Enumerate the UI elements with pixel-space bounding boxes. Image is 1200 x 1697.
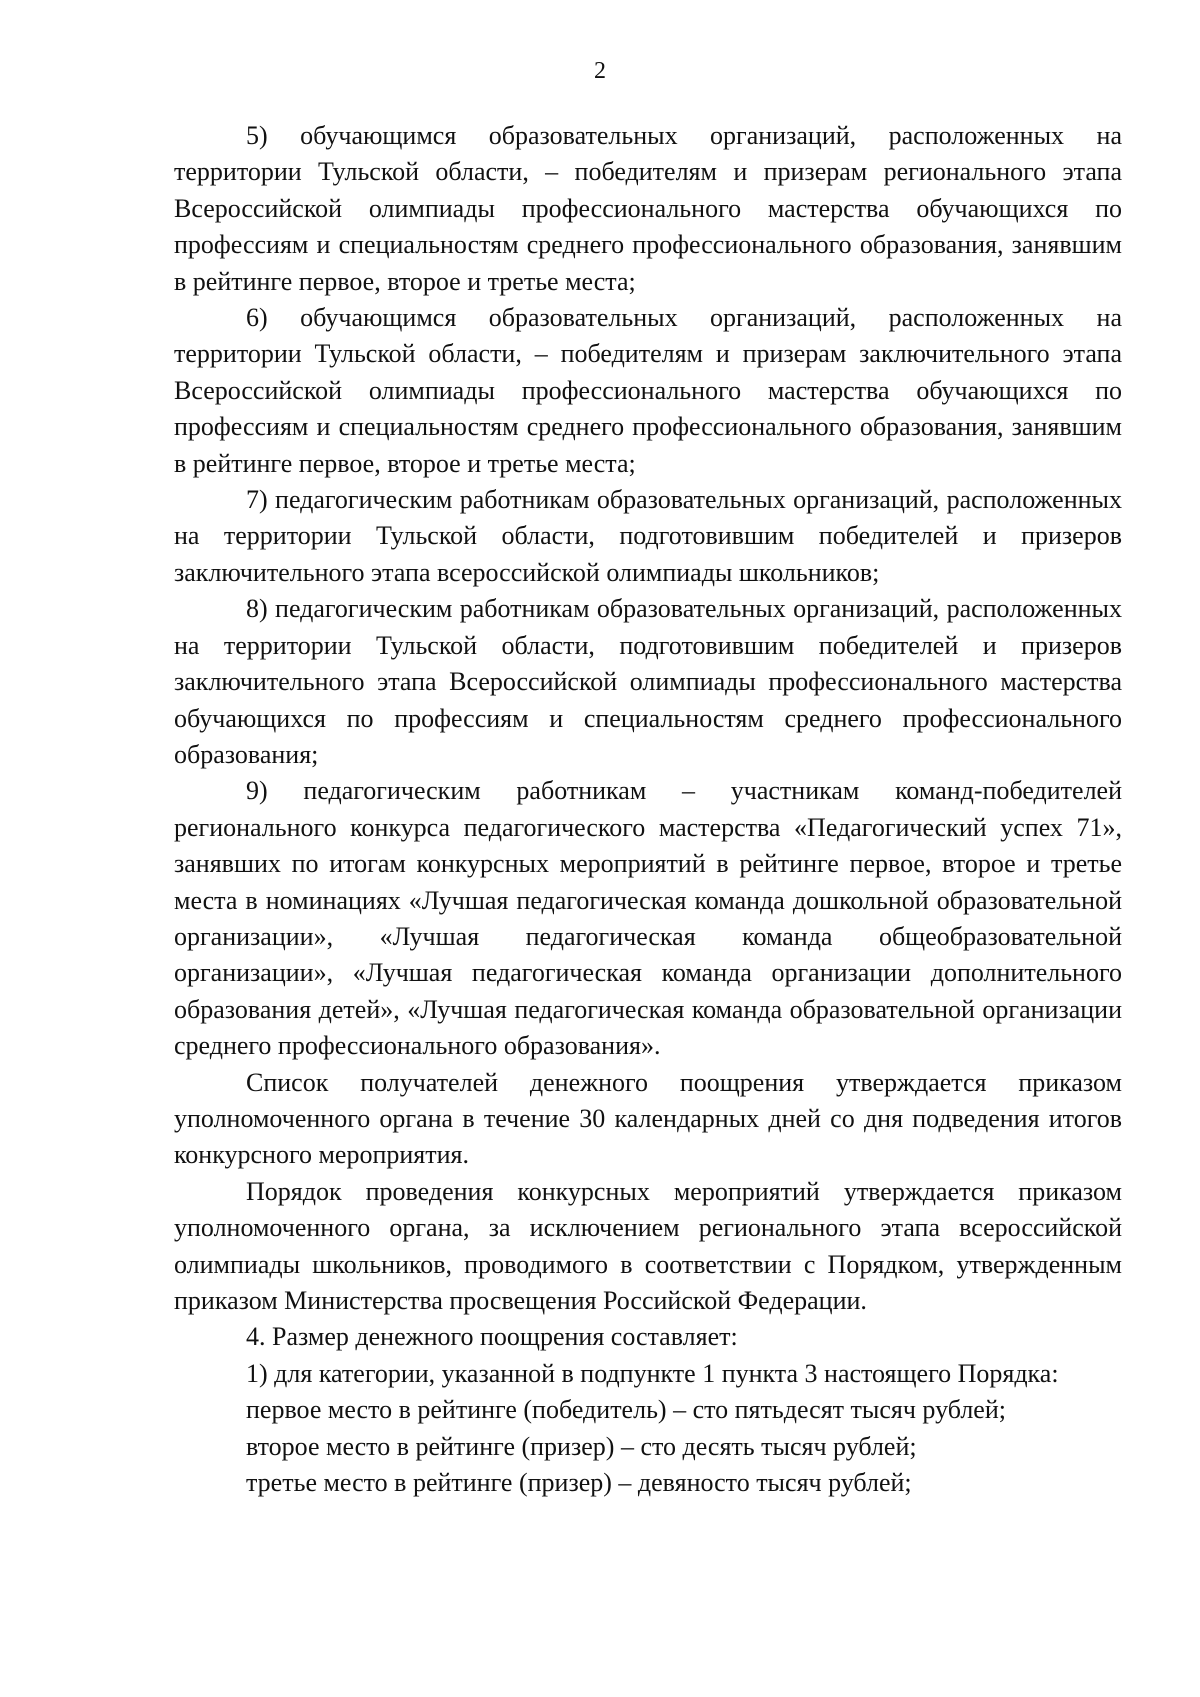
document-body [174, 118, 1122, 1501]
award-first-place: первое место в рейтинге (победитель) – сто пятьдесят тысяч рублей; [246, 1395, 1006, 1425]
paragraph-recipients-list: Список получателей денежного поощрения утверждается приказом уполномоченного органа в течение 30 календарных дней со дня подведения итогов конкурсного мероприятия. [174, 1067, 1122, 1170]
award-second-place: второе место в рейтинге (призер) – сто десять тысяч рублей; [246, 1431, 917, 1461]
paragraph-item-5: 5) обучающимся образовательных организаций, расположенных на территории Тульской области, – победителям и призерам регионального этапа Всероссийской олимпиады профессионального мастерства обучающихся по профессиям и специальностям среднего профессионального образования, занявшим в рейтинге первое, второе и третье места; [174, 121, 1122, 296]
subitem-1-heading: 1) для категории, указанной в подпункте 1 пункта 3 настоящего Порядка: [246, 1358, 1059, 1388]
page-number: 2 [594, 58, 606, 84]
paragraph-item-6: 6) обучающимся образовательных организаций, расположенных на территории Тульской области, – победителям и призерам заключительного этапа Всероссийской олимпиады профессионального мастерства обучающихся по профессиям и специальностям среднего профессионального образования, занявшим в рейтинге первое, второе и третье места; [174, 303, 1122, 478]
paragraph-item-8: 8) педагогическим работникам образовательных организаций, расположенных на территории Тульской области, подготовившим победителей и призеров заключительного этапа Всероссийской олимпиады профессионального мастерства обучающихся по профессиям и специальностям среднего профессионального образования; [174, 594, 1122, 769]
award-third-place: третье место в рейтинге (призер) – девяносто тысяч рублей; [246, 1468, 912, 1498]
paragraph-contest-procedure: Порядок проведения конкурсных мероприятий утверждается приказом уполномоченного органа, за исключением регионального этапа всероссийской олимпиады школьников, проводимого в соответствии с Порядком, утвержденным приказом Министерства просвещения Российской Федерации. [174, 1176, 1122, 1315]
section-4-heading: 4. Размер денежного поощрения составляет: [246, 1322, 738, 1352]
paragraph-item-7: 7) педагогическим работникам образовательных организаций, расположенных на территории Тульской области, подготовившим победителей и призеров заключительного этапа всероссийской олимпиады школьников; [174, 485, 1122, 587]
paragraph-item-9: 9) педагогическим работникам – участникам команд-победителей регионального конкурса педагогического мастерства «Педагогический успех 71», занявших по итогам конкурсных мероприятий в рейтинге первое, второе и третье места в номинациях «Лучшая педагогическая команда дошкольной образовательной организации», «Лучшая педагогическая команда общеобразовательной организации», «Лучшая педагогическая команда организации дополнительного образования детей», «Лучшая педагогическая команда образовательной организации среднего профессионального образования». [174, 776, 1122, 1061]
